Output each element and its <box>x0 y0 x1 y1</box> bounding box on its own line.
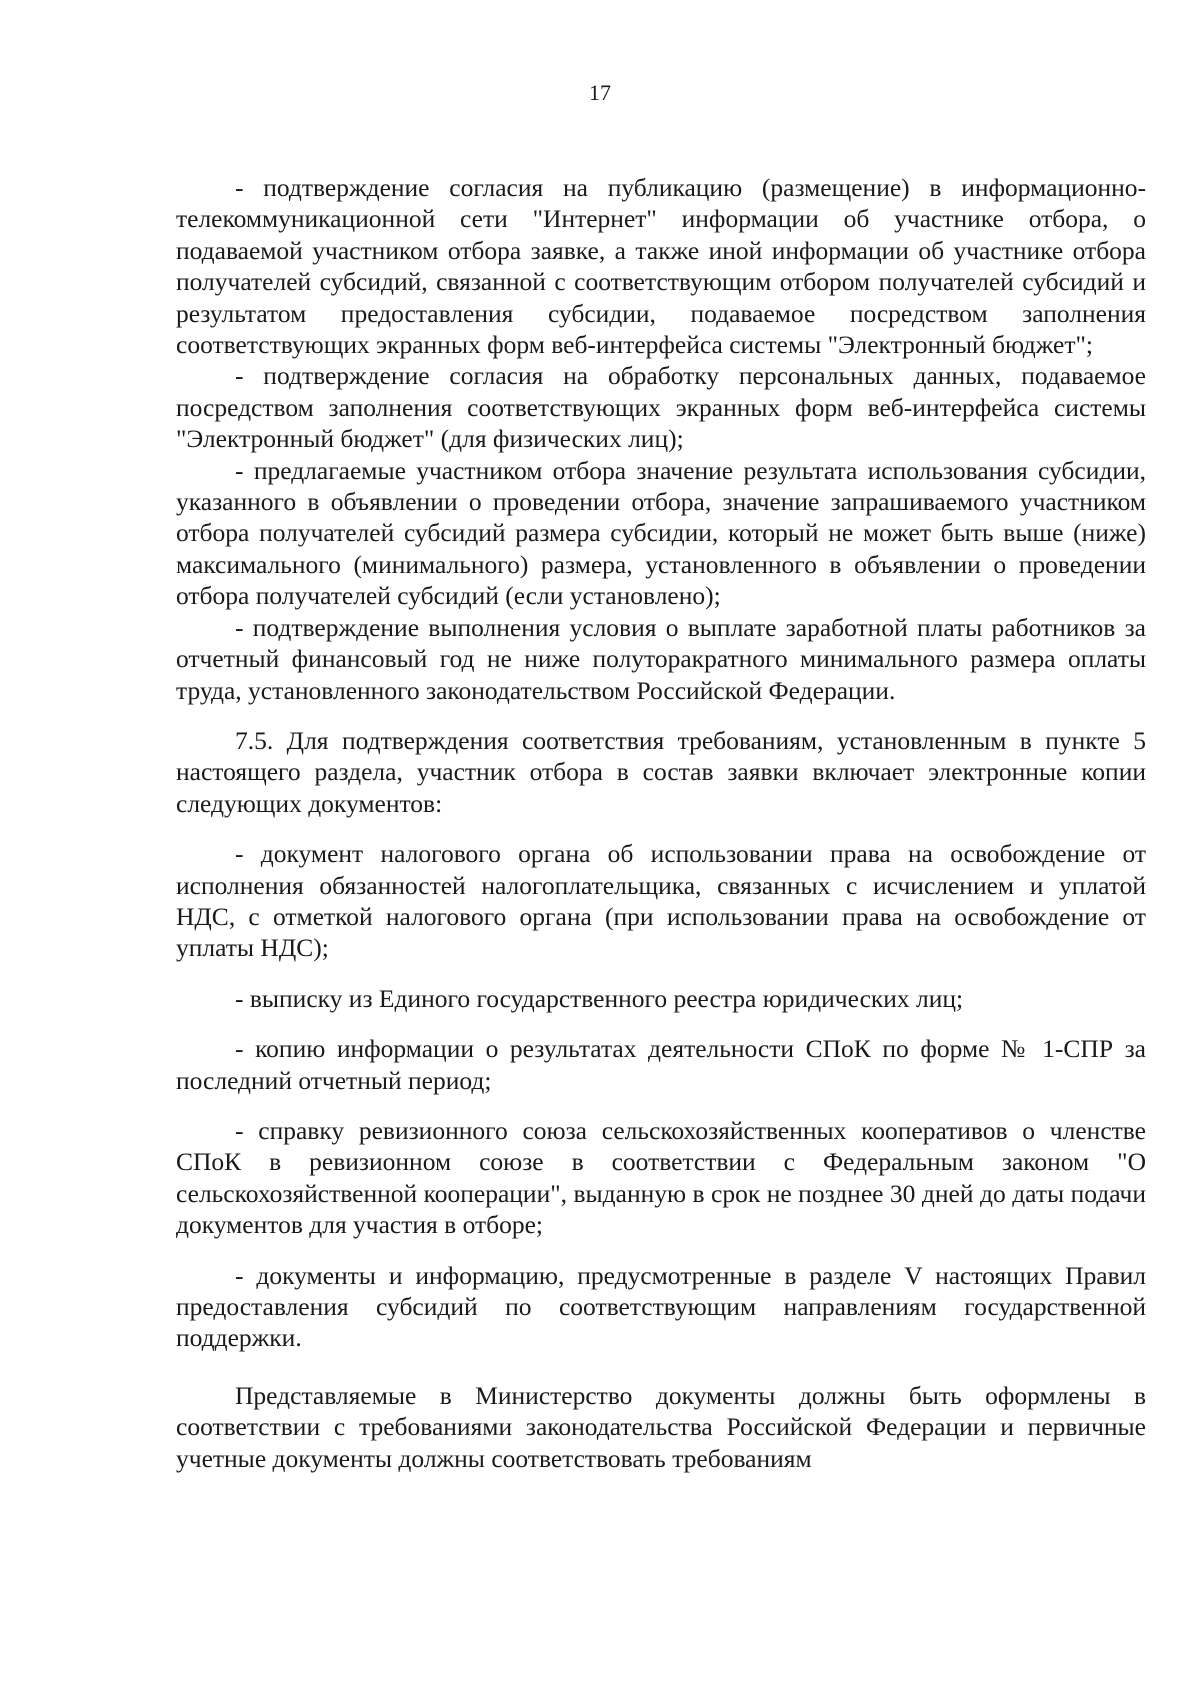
paragraph-ministry-documents: Представляемые в Министерство документы должны быть оформлены в соответствии с требованиями законодательства Российской Федерации и первичные учетные документы должны соответствовать требованиям <box>176 1380 1146 1473</box>
paragraph-section-v-documents: - документы и информацию, предусмотренные в разделе V настоящих Правил предоставления субсидий по соответствующим направлениям государственной поддержки. <box>176 1260 1146 1353</box>
paragraph-egrul-extract: - выписку из Единого государственного реестра юридических лиц; <box>235 983 964 1013</box>
paragraph-salary-condition: - подтверждение выполнения условия о выплате заработной платы работников за отчетный финансовый год не ниже полуторакратного минимального размера оплаты труда, установленного законодательством Российской Федерации. <box>176 612 1146 705</box>
paragraph-tax-document: - документ налогового органа об использовании права на освобождение от исполнения обязанностей налогоплательщика, связанных с исчислением и уплатой НДС, с отметкой налогового органа (при использовании права на освобождение от уплаты НДС); <box>176 839 1146 963</box>
paragraph-consent-publication: - подтверждение согласия на публикацию (размещение) в информационно-телекоммуникационной сети "Интернет" информации об участнике отбора, о подаваемой участником отбора заявке, а также иной информации об участнике отбора получателей субсидий, связанной с соответствующим отбором получателей субсидий и результатом предоставления субсидии, подаваемое посредством заполнения соответствующих экранных форм веб-интерфейса системы "Электронный бюджет"; <box>176 173 1146 360</box>
paragraph-section-7-5: 7.5. Для подтверждения соответствия требованиям, установленным в пункте 5 настоящего раздела, участник отбора в состав заявки включает электронные копии следующих документов: <box>176 725 1146 818</box>
paragraph-spr-form-copy: - копию информации о результатах деятельности СПоК по форме № 1-СПР за последний отчетный период; <box>176 1034 1146 1095</box>
paragraph-consent-personal-data: - подтверждение согласия на обработку персональных данных, подаваемое посредством заполнения соответствующих экранных форм веб-интерфейса системы "Электронный бюджет" (для физических лиц); <box>176 361 1146 454</box>
paragraph-proposed-result: - предлагаемые участником отбора значение результата использования субсидии, указанного в объявлении о проведении отбора, значение запрашиваемого участником отбора получателей субсидий размера субсидии, который не может быть выше (ниже) максимального (минимального) размера, установленного в объявлении о проведении отбора получателей субсидий (если установлено); <box>176 455 1146 611</box>
paragraph-revision-union-certificate: - справку ревизионного союза сельскохозяйственных кооперативов о членстве СПоК в ревизионном союзе в соответствии с Федеральным законом "О сельскохозяйственной кооперации", выданную в срок не позднее 30 дней до даты подачи документов для участия в отборе; <box>176 1115 1146 1240</box>
page-number: 17 <box>589 80 611 105</box>
document-body <box>176 172 1146 1474</box>
